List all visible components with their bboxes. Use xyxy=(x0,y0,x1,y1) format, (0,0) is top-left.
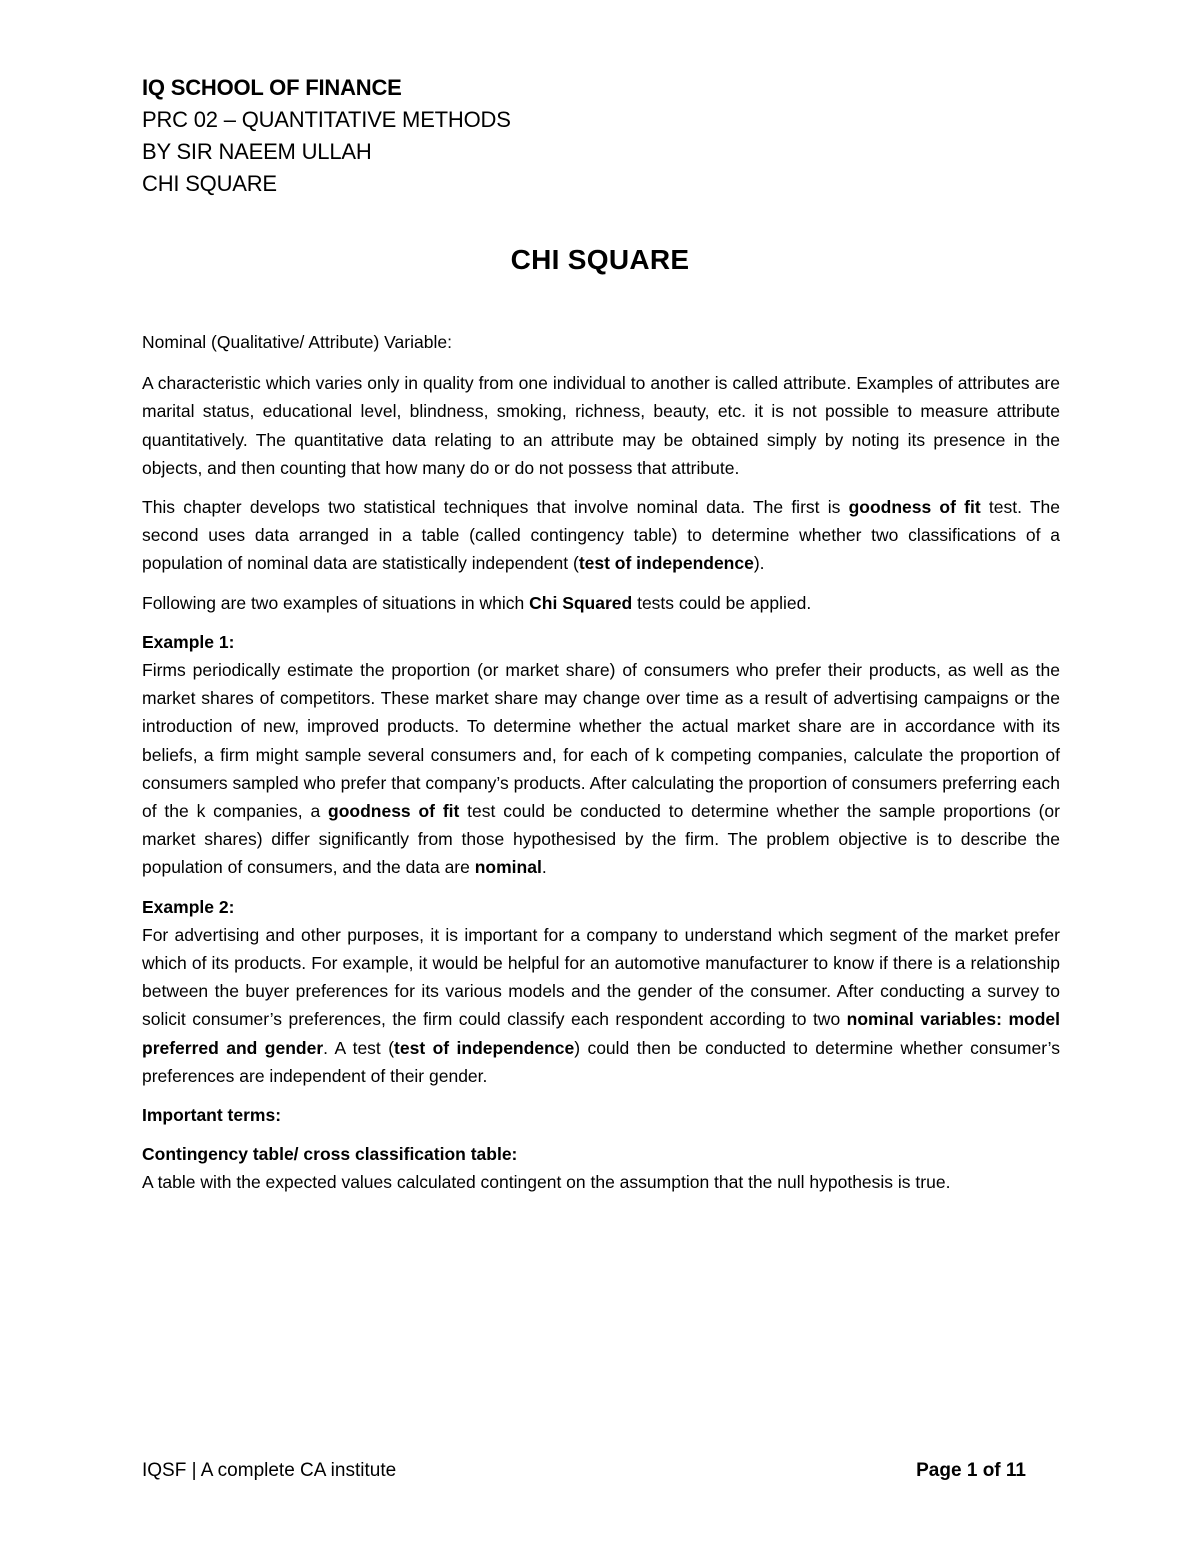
contingency-table-heading: Contingency table/ cross classification table: xyxy=(142,1144,518,1165)
examples-intro-paragraph xyxy=(142,589,1060,617)
test-of-independence-term: test of independence xyxy=(394,1037,575,1058)
nominal-variables-term: nominal variables: model preferred and gender xyxy=(142,1009,1060,1058)
document-header xyxy=(142,72,1042,200)
instructor-name: BY SIR NAEEM ULLAH xyxy=(142,139,372,164)
goodness-of-fit-term: goodness of fit xyxy=(848,497,981,518)
example-1-text: Firms periodically estimate the proportion (or market share) of consumers who prefer their products, as well as the market shares of competitors. These market share may change over time as a result of advertising campaigns or the introduction of new, improved products. To determine whether the actual market share are in accordance with its beliefs, a firm might sample several consumers and, for each of k competing companies, calculate the proportion of consumers sampled who prefer that company’s products. After calculating the proportion of consumers preferring each of the k companies, a xyxy=(142,660,1060,822)
example-1-heading: Example 1: xyxy=(142,631,235,652)
page-number xyxy=(916,1456,1026,1486)
example-1-text: test could be conducted to determine whether the sample proportions (or market shares) differ significantly from those hypothesised by the firm. The problem objective is to describe the population of consumers, and the data are xyxy=(142,801,1060,878)
page-total: 11 xyxy=(1005,1460,1026,1481)
nominal-variable-paragraph: A characteristic which varies only in quality from one individual to another is called attribute. Examples of attributes are marital status, educational level, blindness, smoking, richness, beauty, etc. it is not possible to measure attribute quantitatively. The quantitative data relating to an attribute may be obtained simply by noting its presence in the objects, and then counting that how many do or do not possess that attribute. xyxy=(142,373,1060,478)
chapter-name: CHI SQUARE xyxy=(142,171,277,196)
intro-text: This chapter develops two statistical techniques that involve nominal data. The first is xyxy=(142,497,849,518)
page-title: CHI SQUARE xyxy=(510,244,690,275)
page-current: 1 xyxy=(966,1460,978,1481)
example-2-text: For advertising and other purposes, it is important for a company to understand which segment of the market prefer which of its products. For example, it would be helpful for an automotive manufacturer to know if there is a relationship between the buyer preferences for its various models and the gender of the consumer. After conducting a survey to solicit consumer’s preferences, the firm could classify each respondent according to two xyxy=(142,924,1060,1030)
example-2-text: . A test ( xyxy=(323,1037,395,1058)
example-2-paragraph xyxy=(142,921,1060,1090)
example-1-text: . xyxy=(541,857,547,878)
footer-institute: IQSF | A complete CA institute xyxy=(142,1460,397,1481)
example-1-paragraph xyxy=(142,656,1060,882)
nominal-term: nominal xyxy=(474,857,542,878)
chi-squared-term: Chi Squared xyxy=(529,592,633,613)
examples-intro-text: Following are two examples of situations in which xyxy=(142,592,530,613)
page-of: of xyxy=(982,1460,1001,1481)
examples-intro-text: tests could be applied. xyxy=(632,592,812,613)
document-body xyxy=(142,328,1060,1208)
contingency-table-definition: A table with the expected values calculated contingent on the assumption that the null hypothesis is true. xyxy=(142,1172,951,1193)
page-label: Page xyxy=(916,1460,962,1481)
important-terms-heading: Important terms: xyxy=(142,1105,282,1126)
course-title: PRC 02 – QUANTITATIVE METHODS xyxy=(142,107,511,132)
intro-text: test. The second uses data arranged in a table (called contingency table) to determine whether two classifications of a population of nominal data are statistically independent ( xyxy=(142,497,1060,574)
intro-text: ). xyxy=(753,553,765,574)
goodness-of-fit-term: goodness of fit xyxy=(328,801,460,822)
test-of-independence-term: test of independence xyxy=(578,553,754,574)
nominal-variable-heading: Nominal (Qualitative/ Attribute) Variable: xyxy=(142,332,452,352)
example-2-heading: Example 2: xyxy=(142,896,235,917)
example-2-text: ) could then be conducted to determine whether consumer’s preferences are independent of their gender. xyxy=(142,1037,1060,1086)
school-name: IQ SCHOOL OF FINANCE xyxy=(142,75,402,100)
intro-paragraph xyxy=(142,493,1060,578)
